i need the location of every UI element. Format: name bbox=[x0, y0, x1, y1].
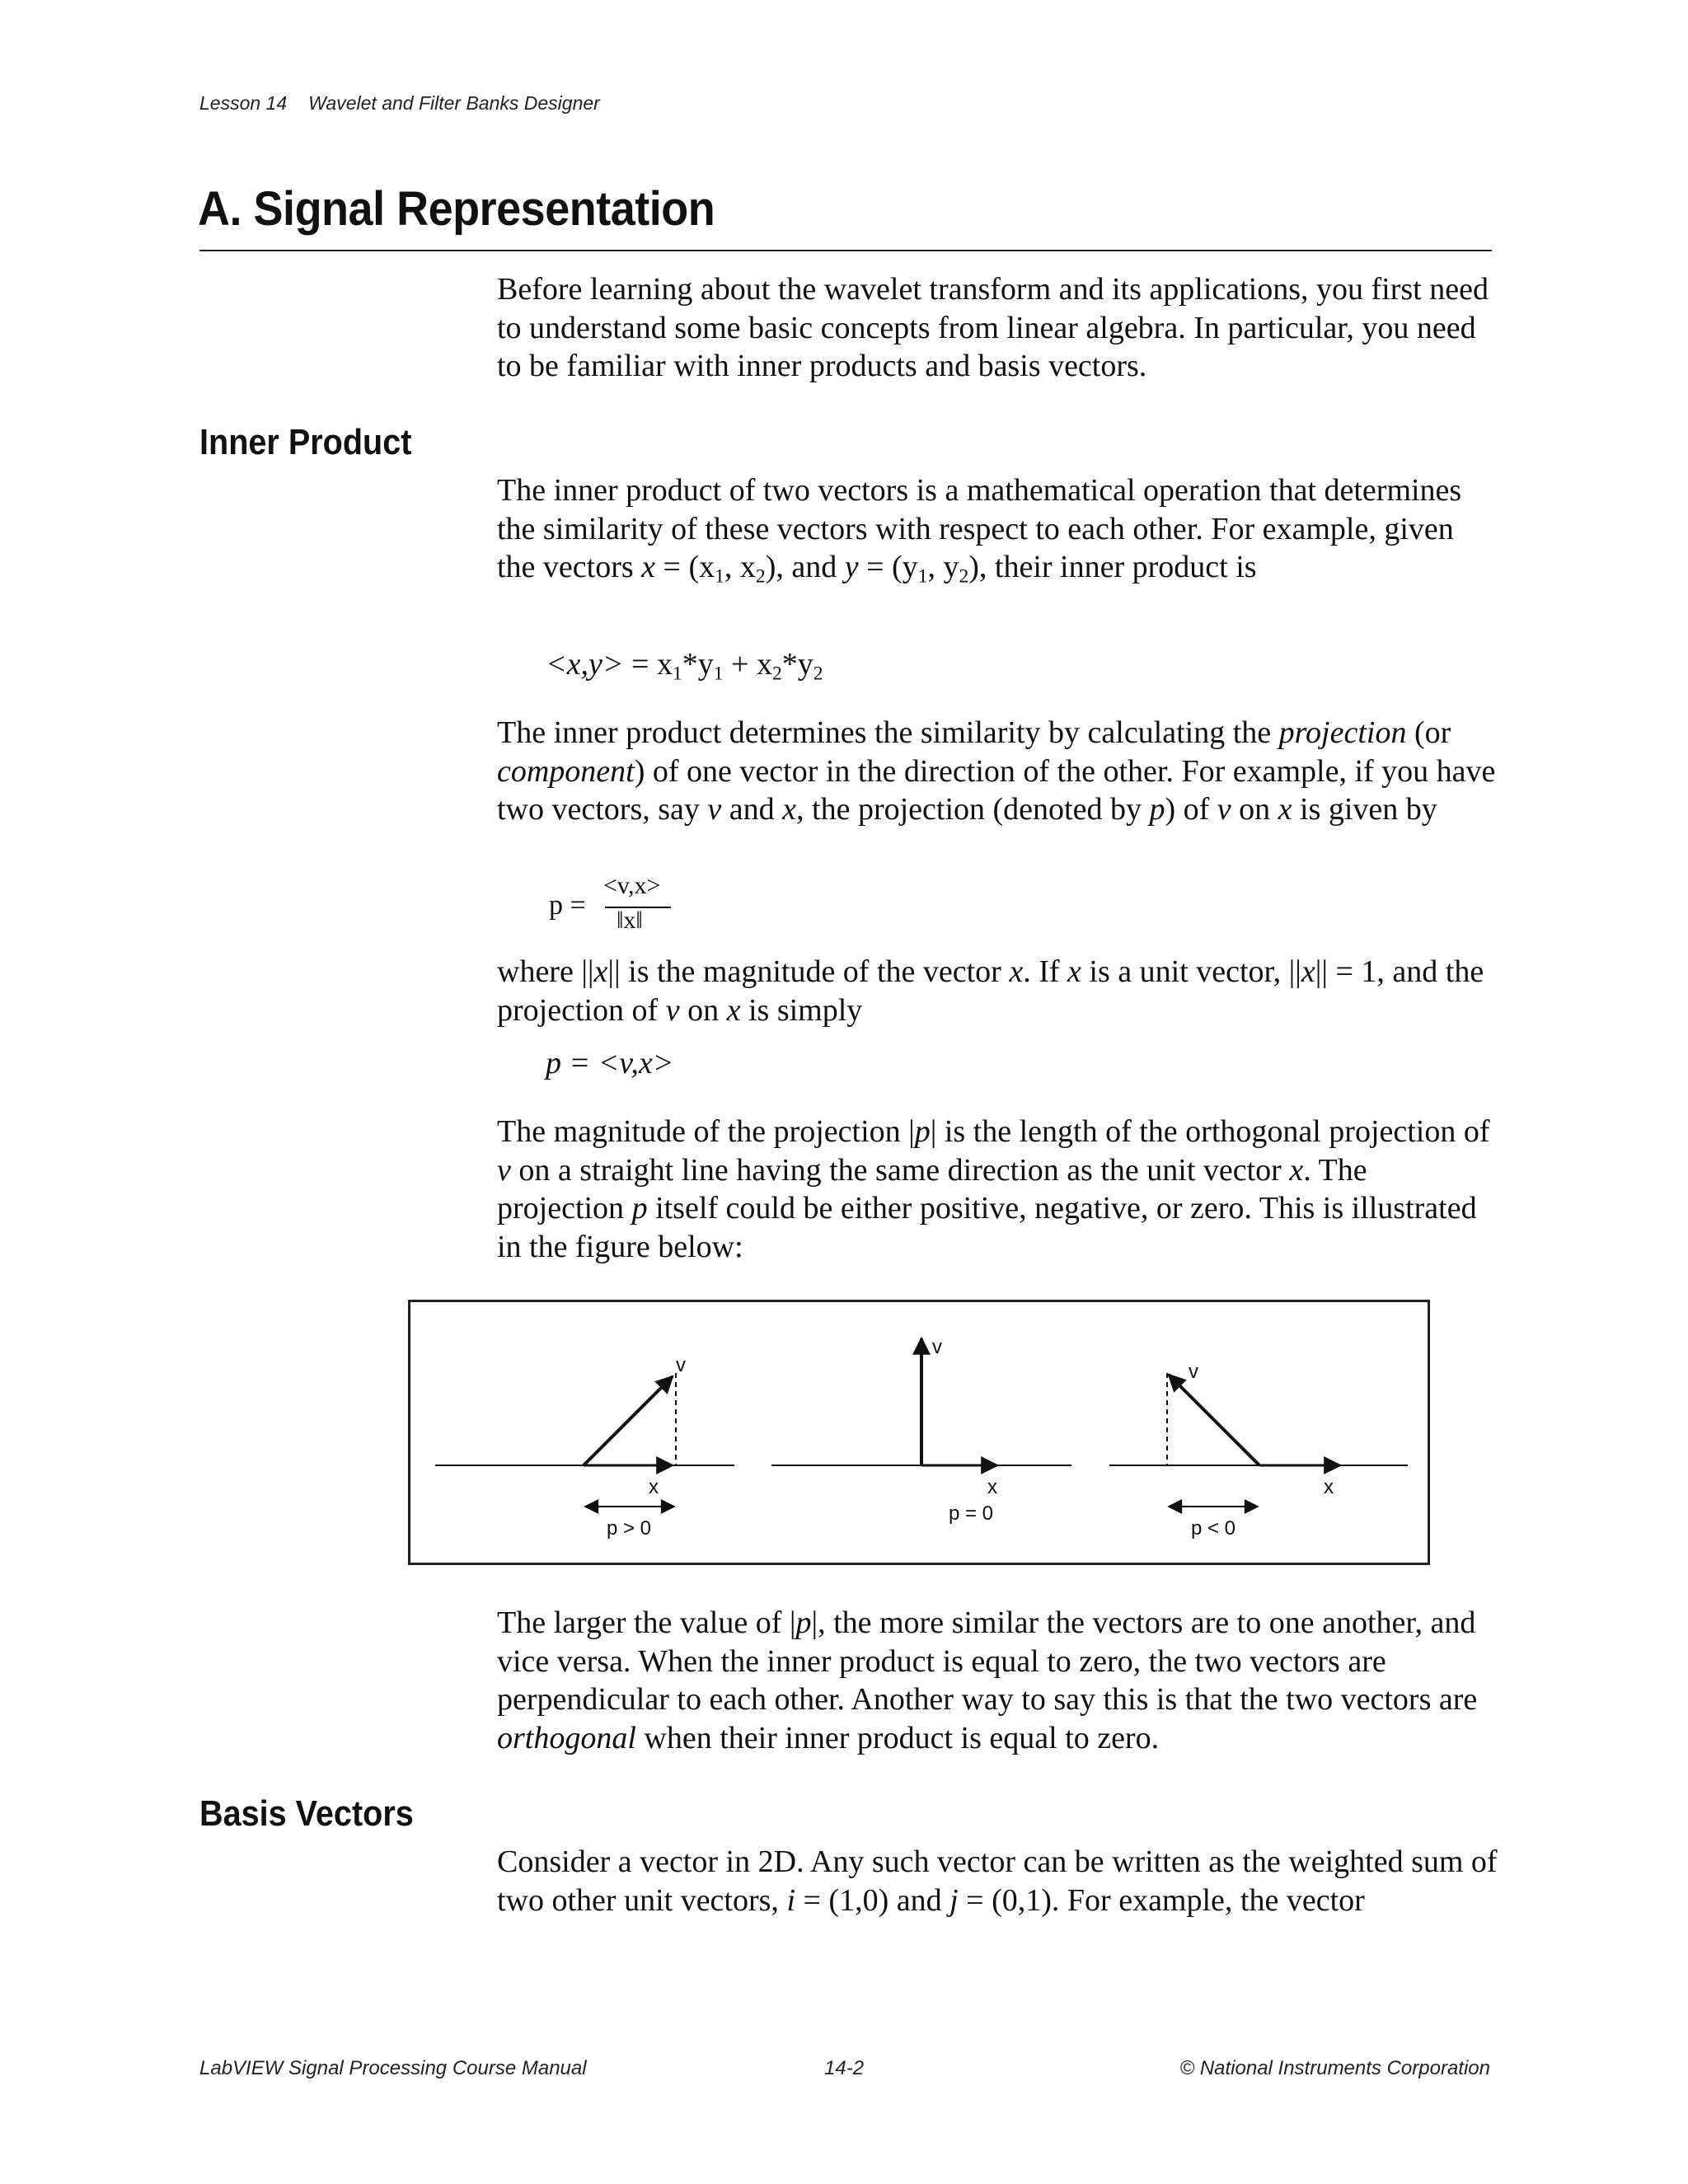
x-label: x bbox=[1324, 1476, 1334, 1498]
panel-p-zero bbox=[771, 1336, 1071, 1525]
running-header bbox=[199, 92, 600, 115]
fraction-denominator: ‖x‖ bbox=[617, 907, 643, 934]
inner-product-paragraph-4: The magnitude of the projection |p| is the length of the orthogonal projection of v on a straight line having the same direction as the unit vector x. The projection p itself could be either positive, negative, or zero. This is illustrated in the figure below: bbox=[497, 1114, 1490, 1265]
equation-unit-projection: p = <v,x> bbox=[546, 1046, 674, 1080]
header-lesson: Lesson 14 bbox=[199, 92, 288, 114]
p-caption: p = 0 bbox=[948, 1502, 994, 1525]
header-title: Wavelet and Filter Banks Designer bbox=[308, 92, 600, 114]
v-vector-arrow bbox=[1169, 1375, 1259, 1465]
intro-paragraph: Before learning about the wavelet transform and its applications, you first need to understand some basic concepts from linear algebra. In particular, you need to be familiar with inner products and basis vectors. bbox=[497, 272, 1489, 384]
panel-p-positive bbox=[435, 1354, 734, 1540]
x-label: x bbox=[649, 1476, 659, 1498]
footer-copyright: © National Instruments Corporation bbox=[1179, 2057, 1490, 2079]
v-label: v bbox=[932, 1336, 942, 1358]
footer-manual-title: LabVIEW Signal Processing Course Manual bbox=[199, 2057, 587, 2079]
basis-vectors-heading: Basis Vectors bbox=[199, 1793, 414, 1834]
v-vector-arrow bbox=[584, 1376, 673, 1465]
section-title: A. Signal Representation bbox=[198, 182, 715, 236]
v-label: v bbox=[1189, 1361, 1198, 1383]
panel-p-negative bbox=[1109, 1361, 1408, 1540]
projection-figure bbox=[408, 1300, 1430, 1565]
inner-product-paragraph-5: The larger the value of |p|, the more similar the vectors are to one another, and vice versa. When the inner product is equal to zero, the two vectors are perpendicular to each other. Another way to say this is that the two vectors are orthogonal when their inner product is equal to zero. bbox=[497, 1605, 1478, 1756]
x-label: x bbox=[987, 1476, 997, 1498]
projection-figure-svg bbox=[410, 1302, 1432, 1568]
footer-page-number: 14-2 bbox=[824, 2057, 865, 2079]
v-label: v bbox=[676, 1354, 686, 1376]
basis-vectors-paragraph: Consider a vector in 2D. Any such vector can be written as the weighted sum of two other unit vectors, i = (1,0) and j = (0,1). For example, the vector bbox=[497, 1844, 1498, 1918]
fraction-numerator: <v,x> bbox=[603, 872, 661, 899]
fraction-lhs: p = bbox=[549, 890, 586, 921]
section-title-rule bbox=[199, 250, 1492, 251]
inner-product-paragraph-2: The inner product determines the similarity by calculating the projection (or component) of one vector in the direction of the other. For example, if you have two vectors, say v and x, the projection (denoted by p) of v on x is given by bbox=[497, 715, 1496, 827]
equation-inner-product: $<x,y> = x_1*y_1 + x_2*y_2$ bbox=[546, 647, 823, 685]
p-caption: p > 0 bbox=[606, 1517, 652, 1540]
inner-product-paragraph-3: where ||x|| is the magnitude of the vector x. If x is a unit vector, ||x|| = 1, and the projection of v on x is simply bbox=[497, 954, 1484, 1028]
inner-product-heading: Inner Product bbox=[199, 422, 412, 462]
inner-product-paragraph-1: The inner product of two vectors is a mathematical operation that determines the similarity of these vectors with respect to each other. For example, given the vectors $x = (x_1$, $x_2$), and $y = (y_1$, $y_2$), their inner product is bbox=[497, 473, 1462, 588]
p-caption: p < 0 bbox=[1190, 1517, 1236, 1540]
